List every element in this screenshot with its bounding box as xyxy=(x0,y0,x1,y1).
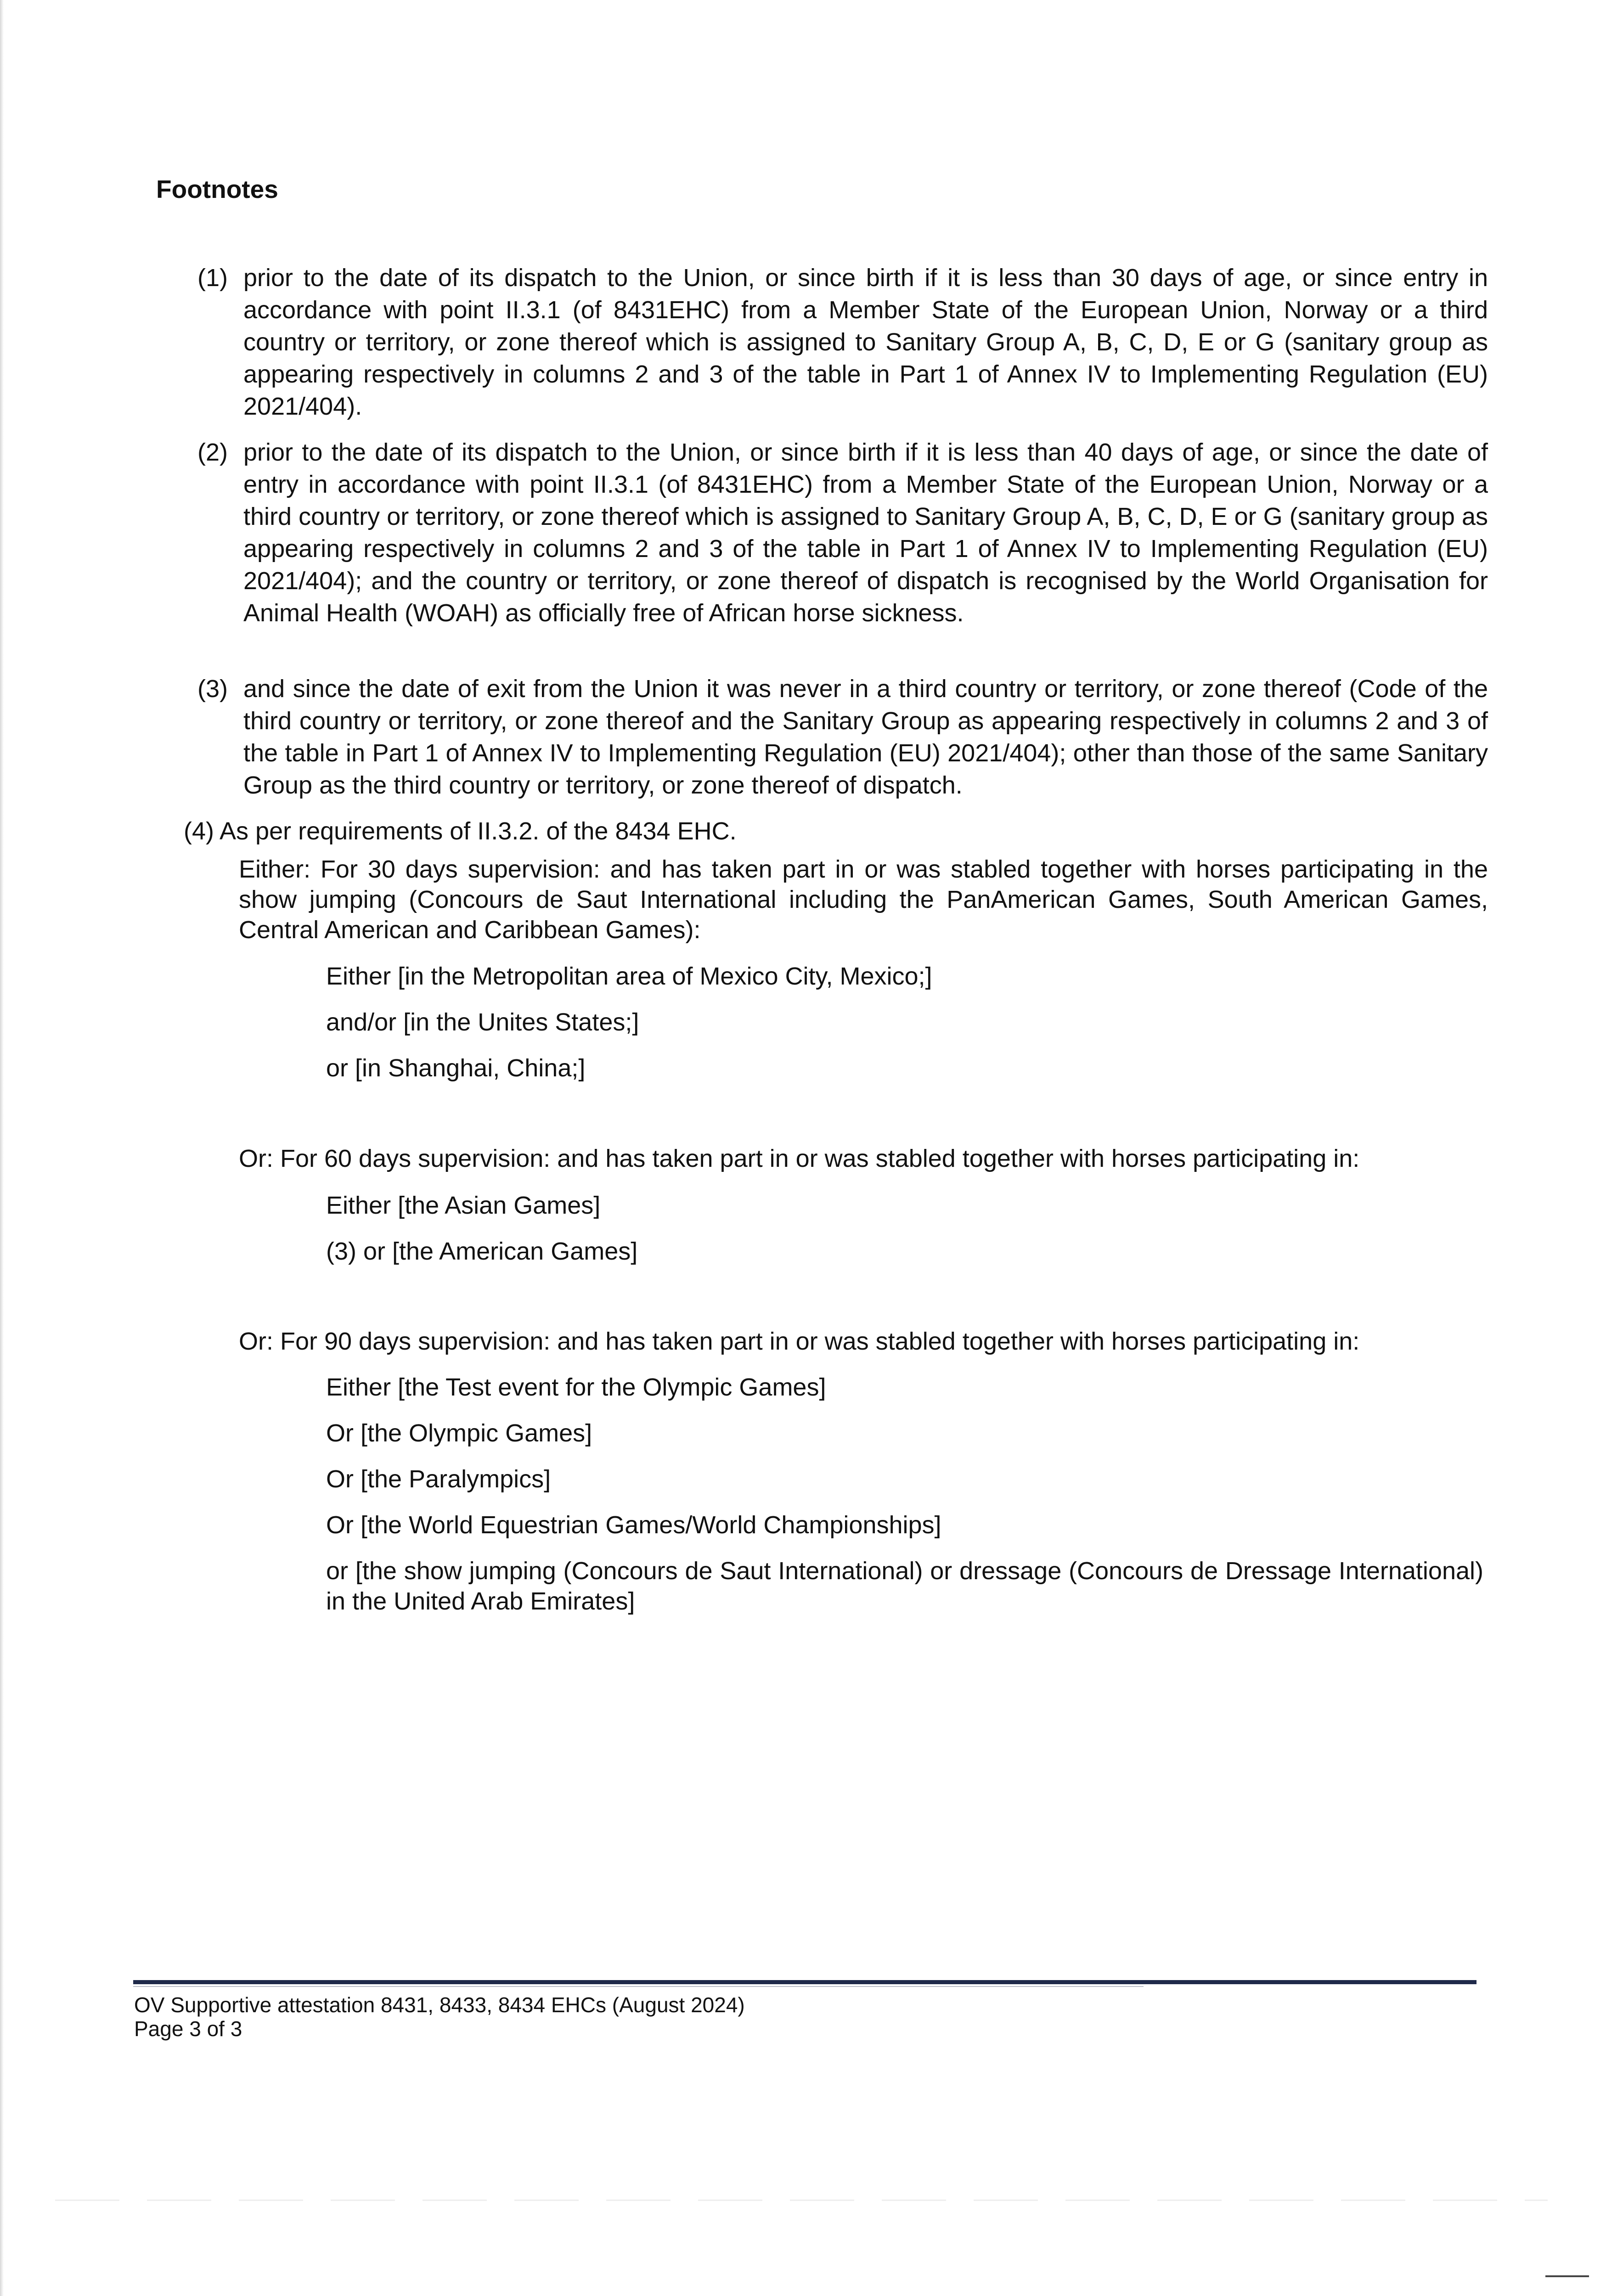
footnote-2 xyxy=(197,436,1488,629)
supervision-30-days: Either: For 30 days supervision: and has taken part in or was stabled together with horses participating in the show jumping (Concours de Saut International including the PanAmerican Games, South American Games, Central American and Caribbean Games): xyxy=(239,855,1488,944)
scan-artifact-line xyxy=(55,2200,1548,2201)
footnote-3 xyxy=(197,673,1488,801)
supervision-90-days: Or: For 90 days supervision: and has taken part in or was stabled together with horses participating in: xyxy=(239,1328,1360,1355)
footnote-number: (1) xyxy=(197,264,228,292)
option-american-games: (3) or [the American Games] xyxy=(326,1238,638,1265)
footer-divider xyxy=(133,1980,1476,1984)
option-olympic-games: Or [the Olympic Games] xyxy=(326,1419,592,1447)
option-paralympics: Or [the Paralympics] xyxy=(326,1465,551,1493)
footer-page-number: Page 3 of 3 xyxy=(134,2017,242,2041)
option-shanghai: or [in Shanghai, China;] xyxy=(326,1054,586,1082)
option-asian-games: Either [the Asian Games] xyxy=(326,1192,601,1219)
footnotes-heading: Footnotes xyxy=(156,175,278,203)
footnote-text: prior to the date of its dispatch to the Union, or since birth if it is less than 30 days of age, or since entry in accordance with point II.3.1 (of 8431EHC) from a Member State of the European Union, Norway or a third country or territory, or zone thereof which is assigned to Sanitary Group A, B, C, D, E or G (sanitary group as appearing respectively in columns 2 and 3 of the table in Part 1 of Annex IV to Implementing Regulation (EU) 2021/404). xyxy=(243,264,1488,420)
scan-corner-mark xyxy=(1545,2275,1589,2277)
footer-divider-shadow xyxy=(133,1986,1144,1987)
scan-left-edge xyxy=(0,0,4,2296)
footnote-number: (3) xyxy=(197,675,228,703)
option-united-states: and/or [in the Unites States;] xyxy=(326,1008,639,1036)
option-mexico-city: Either [in the Metropolitan area of Mexico City, Mexico;] xyxy=(326,962,932,990)
footer-document-title: OV Supportive attestation 8431, 8433, 8434 EHCs (August 2024) xyxy=(134,1993,745,2017)
supervision-60-days: Or: For 60 days supervision: and has taken part in or was stabled together with horses participating in: xyxy=(239,1145,1360,1172)
footnote-text: and since the date of exit from the Union it was never in a third country or territory, or zone thereof (Code of the third country or territory, or zone thereof and the Sanitary Group as appearing respectively in columns 2 and 3 of the table in Part 1 of Annex IV to Implementing Regulation (EU) 2021/404); other than those of the same Sanitary Group as the third country or territory, or zone thereof of dispatch. xyxy=(243,675,1488,799)
footnote-text: prior to the date of its dispatch to the Union, or since birth if it is less than 40 days of age, or since the date of entry in accordance with point II.3.1 (of 8431EHC) from a Member State of the European Union, Norway or a third country or territory, or zone thereof which is assigned to Sanitary Group A, B, C, D, E or G (sanitary group as appearing respectively in columns 2 and 3 of the table in Part 1 of Annex IV to Implementing Regulation (EU) 2021/404); and the country or territory, or zone thereof of dispatch is recognised by the World Organisation for Animal Health (WOAH) as officially free of African horse sickness. xyxy=(243,439,1488,627)
option-olympic-test-event: Either [the Test event for the Olympic Games] xyxy=(326,1373,826,1401)
option-uae-show-jumping: or [the show jumping (Concours de Saut International) or dressage (Concours de Dressage International) in the United Arab Emirates] xyxy=(326,1557,1483,1615)
footnote-1 xyxy=(197,262,1488,422)
footnote-number: (2) xyxy=(197,439,228,466)
footnote-4-intro: (4) As per requirements of II.3.2. of the 8434 EHC. xyxy=(184,817,737,845)
option-world-equestrian-games: Or [the World Equestrian Games/World Championships] xyxy=(326,1511,941,1539)
